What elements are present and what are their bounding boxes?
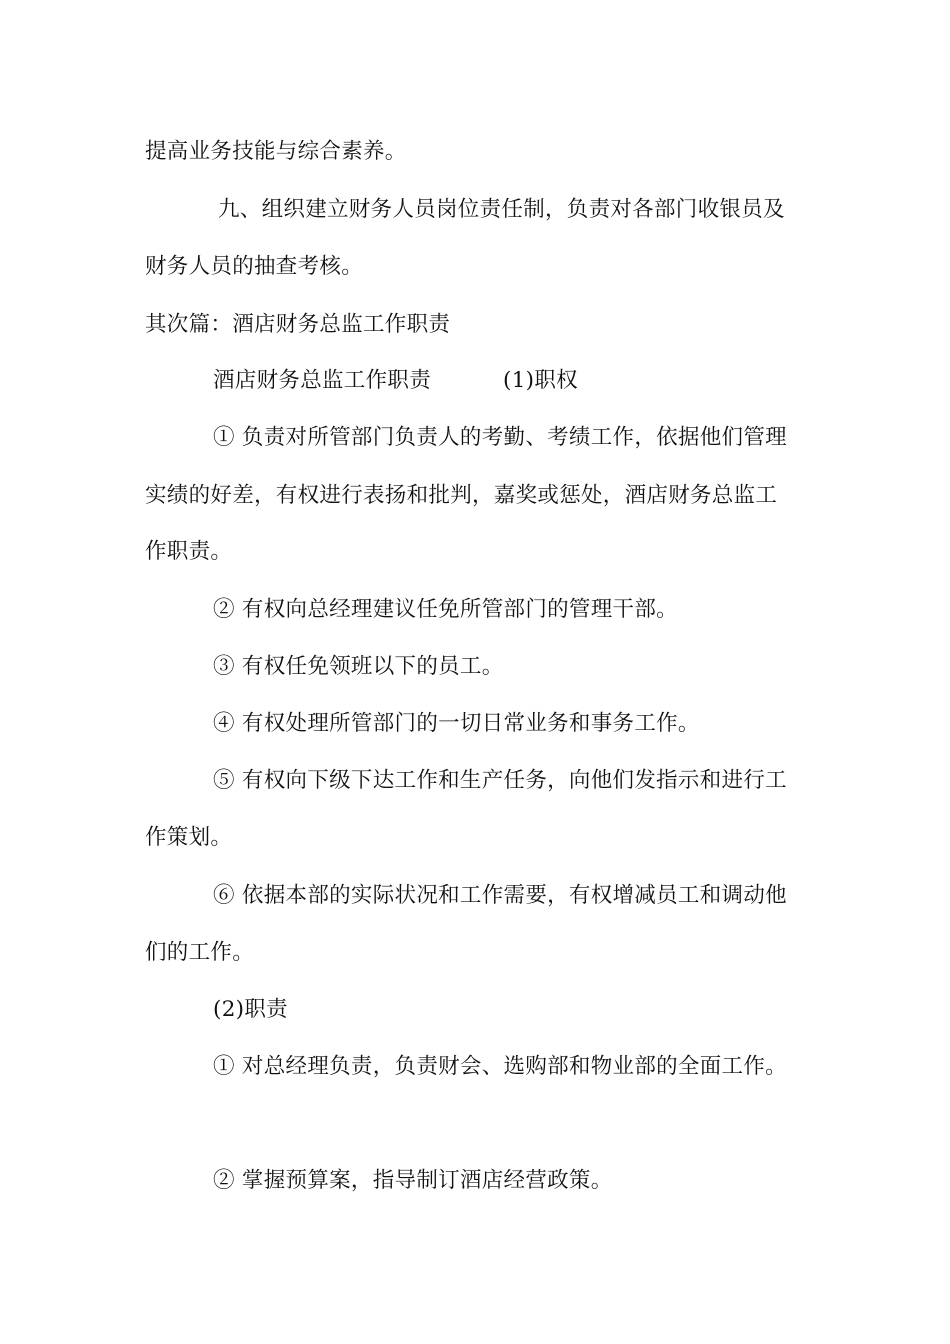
section-heading: 其次篇：酒店财务总监工作职责: [145, 312, 451, 337]
paragraph-line: 作职责。: [145, 539, 233, 564]
subsection-title: 酒店财务总监工作职责: [213, 368, 432, 393]
paragraph-line: 作策划。: [145, 825, 233, 850]
paragraph-line: ② 掌握预算案，指导制订酒店经营政策。: [213, 1168, 613, 1193]
paragraph-line: ⑤ 有权向下级下达工作和生产任务，向他们发指示和进行工: [213, 768, 787, 793]
paragraph-line: ⑥ 依据本部的实际状况和工作需要，有权增减员工和调动他: [213, 883, 787, 908]
paragraph-line: ① 对总经理负责，负责财会、选购部和物业部的全面工作。: [213, 1054, 787, 1079]
subsection-heading: (2)职责: [213, 997, 288, 1022]
paragraph-line: 们的工作。: [145, 940, 255, 965]
paragraph-line: ① 负责对所管部门负责人的考勤、考绩工作，依据他们管理: [213, 425, 787, 450]
paragraph-line: 提高业务技能与综合素养。: [145, 139, 407, 164]
paragraph-line: 实绩的好差，有权进行表扬和批判，嘉奖或惩处，酒店财务总监工: [145, 483, 778, 508]
subsection-heading: [213, 366, 578, 396]
paragraph-line: 九、组织建立财务人员岗位责任制，负责对各部门收银员及: [218, 197, 785, 222]
paragraph-line: ④ 有权处理所管部门的一切日常业务和事务工作。: [213, 711, 700, 736]
paragraph-line: ③ 有权任免领班以下的员工。: [213, 654, 504, 679]
subsection-label: (1)职权: [503, 368, 578, 393]
paragraph-line: 财务人员的抽查考核。: [145, 254, 364, 279]
paragraph-line: ② 有权向总经理建议任免所管部门的管理干部。: [213, 597, 678, 622]
